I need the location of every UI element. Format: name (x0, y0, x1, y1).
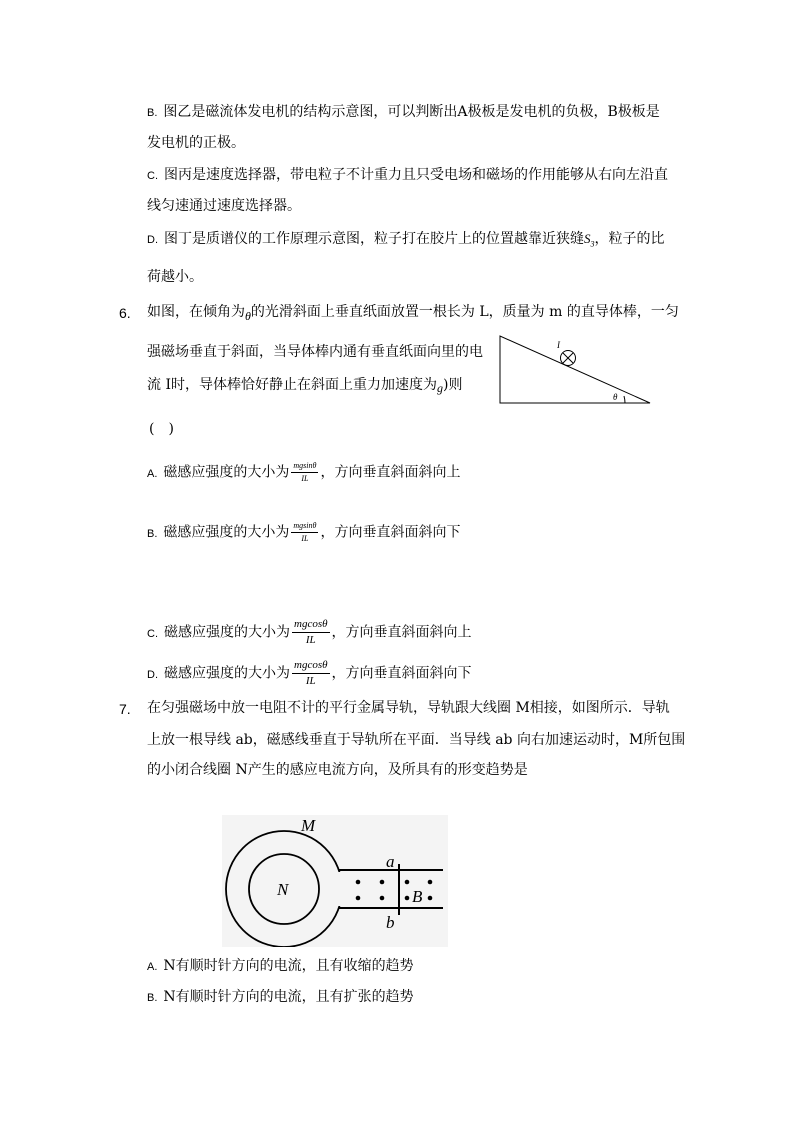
q6-stem-line1: 如图，在倾角为θ的光滑斜面上垂直纸面放置一根长为 L，质量为 m 的直导体棒，一匀 (147, 304, 679, 323)
label-b: b (386, 913, 395, 932)
question-number: 6. (119, 305, 131, 321)
theta-symbol: θ (245, 309, 251, 323)
option-letter: D. (147, 234, 158, 246)
q5-option-c-line1 (147, 166, 668, 185)
angle-arc (624, 396, 625, 403)
slit-symbol: $S_3$ (584, 231, 595, 249)
q7-stem-line3: 的小闭合线圈 N产生的感应电流方向，及所具有的形变趋势是 (147, 762, 528, 778)
angle-label: θ (613, 392, 618, 402)
question-number: 7. (119, 701, 131, 717)
label-a: a (386, 852, 395, 871)
q5-option-b-line2: 发电机的正极。 (147, 135, 245, 151)
option-letter: B. (147, 107, 158, 119)
g-symbol: g (436, 381, 443, 395)
q7-option-b: B. N有顺时针方向的电流，且有扩张的趋势 (147, 989, 414, 1005)
current-label: I (557, 340, 560, 350)
option-text: 图丙是速度选择器，带电粒子不计重力且只受电场和磁场的作用能够从右向左沿直 (164, 167, 668, 183)
q6-option-b: B. 磁感应强度的大小为 $\frac{mgsin\theta}{IL}$ ，方向垂直斜面斜向下 (147, 521, 461, 543)
q6-option-c: C. 磁感应强度的大小为 $\frac{mgcos\theta}{IL}$ ，方向垂直斜面斜向上 (147, 618, 472, 646)
fraction: $\frac{mgcos\theta}{IL}$ (294, 659, 328, 687)
q6-stem-line2: 强磁场垂直于斜面，当导体棒内通有垂直纸面向里的电 (147, 344, 483, 360)
incline-figure (496, 333, 656, 407)
q7-stem-line1: 在匀强磁场中放一电阻不计的平行金属导轨，导轨跟大线圈 M相接，如图所示．导轨 (147, 700, 670, 716)
q6-stem-line3: 流 I时，导体棒恰好静止在斜面上重力加速度为g)则 (147, 377, 463, 395)
option-letter: C. (147, 170, 158, 182)
q5-option-d-line1 (147, 230, 665, 254)
q7-option-a: A. N有顺时针方向的电流，且有收缩的趋势 (147, 958, 414, 974)
coil-opening (327, 872, 349, 906)
option-text: 图丁是质谱仪的工作原理示意图，粒子打在胶片上的位置越靠近狭缝 (164, 231, 584, 247)
coil-rail-figure (222, 815, 448, 947)
fraction: $\frac{mgsin\theta}{IL}$ (293, 521, 317, 543)
q6-option-d: D. 磁感应强度的大小为 $\frac{mgcos\theta}{IL}$ ，方向垂直斜面斜向下 (147, 659, 472, 687)
fraction: $\frac{mgsin\theta}{IL}$ (293, 461, 317, 483)
q7-stem-line2: 上放一根导线 ab，磁感线垂直于导轨所在平面．当导线 ab 向右加速运动时，M所包围 (147, 732, 686, 748)
label-n: N (277, 880, 289, 899)
q5-option-d-line2: 荷越小。 (147, 269, 203, 285)
label-m: M (301, 816, 316, 835)
option-text: 图乙是磁流体发电机的结构示意图，可以判断出A极板是发电机的负极，B极板是 (163, 104, 660, 120)
q5-option-c-line2: 线匀速通过速度选择器。 (147, 198, 301, 214)
fraction: $\frac{mgcos\theta}{IL}$ (294, 618, 328, 646)
label-field-b: B (412, 887, 423, 906)
q5-option-b-line1 (147, 103, 660, 122)
incline-triangle (500, 336, 650, 403)
q6-answer-paren: ( ) (149, 421, 174, 437)
q6-option-a: A. 磁感应强度的大小为 $\frac{mgsin\theta}{IL}$ ，方向垂直斜面斜向上 (147, 461, 461, 483)
option-text-tail: ，粒子的比 (594, 231, 665, 247)
